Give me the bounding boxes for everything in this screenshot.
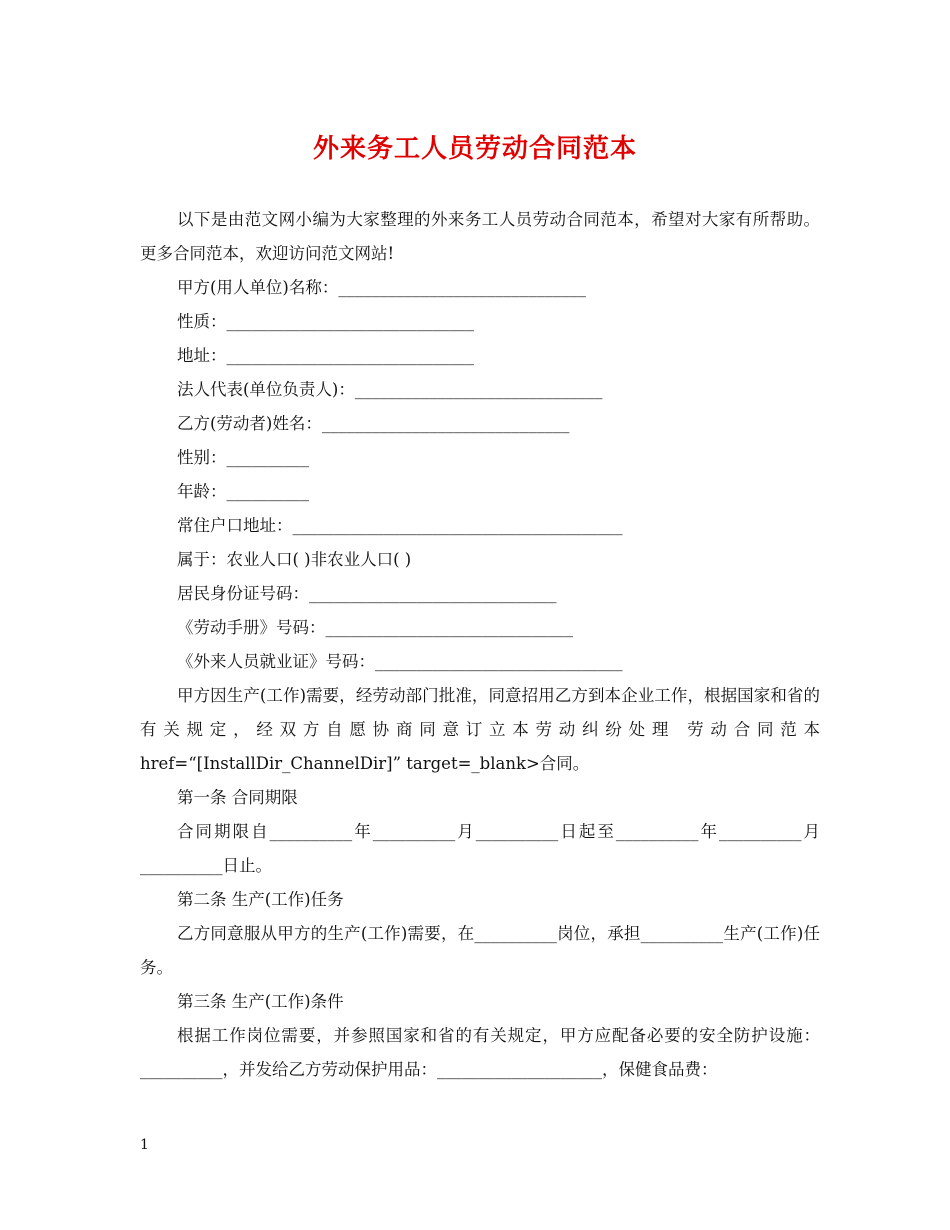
field-label: 常住户口地址： <box>177 516 293 535</box>
field-labor-handbook <box>140 611 820 645</box>
field-label: 居民身份证号码： <box>177 584 309 603</box>
article-2-title: 第二条 生产(工作)任务 <box>177 890 344 909</box>
field-address <box>140 339 820 373</box>
field-label: 年龄： <box>177 482 227 501</box>
field-blank: ________________________________________ <box>292 516 623 535</box>
field-label: 性别： <box>177 448 227 467</box>
field-blank: __________ <box>226 448 309 467</box>
field-label: 法人代表(单位负责人)： <box>177 380 355 399</box>
field-blank: ______________________________ <box>226 312 474 331</box>
article-2-text: 乙方同意服从甲方的生产(工作)需要，在__________岗位，承担__________生产(工作)任务。 <box>140 924 820 977</box>
field-blank: __________ <box>226 482 309 501</box>
field-employment-cert <box>140 645 820 679</box>
field-label: 性质： <box>177 312 227 331</box>
field-blank: ______________________________ <box>354 380 603 399</box>
field-id-number <box>140 577 820 611</box>
agreement-paragraph: 甲方因生产(工作)需要，经劳动部门批准，同意招用乙方到本企业工作，根据国家和省的有关规定，经双方自愿协商同意订立本劳动纠纷处理 劳动合同范本 href=“[InstallDir_ChannelDir]” target=_blank>合同。 <box>140 686 820 773</box>
intro-paragraph: 以下是由范文网小编为大家整理的外来务工人员劳动合同范本，希望对大家有所帮助。更多合同范本，欢迎访问范文网站! <box>140 210 820 263</box>
field-party-b-name <box>140 407 820 441</box>
field-household-type <box>140 543 820 577</box>
field-label: 属于：农业人口( )非农业人口( ) <box>177 550 412 569</box>
document-body <box>140 203 820 1087</box>
field-label: 甲方(用人单位)名称： <box>177 278 339 297</box>
field-age <box>140 475 820 509</box>
field-label: 《劳动手册》号码： <box>177 618 326 637</box>
article-3-title: 第三条 生产(工作)条件 <box>177 992 344 1011</box>
field-blank: ______________________________ <box>338 278 586 297</box>
field-label: 《外来人员就业证》号码： <box>177 652 375 671</box>
field-blank: ______________________________ <box>375 652 623 671</box>
field-blank: ______________________________ <box>309 584 557 603</box>
document-title: 外来务工人员劳动合同范本 <box>312 134 637 164</box>
field-label: 乙方(劳动者)姓名： <box>177 414 322 433</box>
field-blank: ______________________________ <box>321 414 570 433</box>
field-label: 地址： <box>177 346 227 365</box>
field-residence <box>140 509 820 543</box>
article-3-text: 根据工作岗位需要，并参照国家和省的有关规定，甲方应配备必要的安全防护设施：__________，并发给乙方劳动保护用品：____________________，保健食品费： <box>140 1026 820 1079</box>
field-gender <box>140 441 820 475</box>
field-party-a-name <box>140 271 820 305</box>
page-number: 1 <box>140 1137 149 1153</box>
article-1-text: 合同期限自__________年__________月__________日起至__________年__________月__________日止。 <box>140 822 820 875</box>
field-legal-rep <box>140 373 820 407</box>
party-fields <box>140 271 820 679</box>
field-blank: ______________________________ <box>325 618 573 637</box>
field-nature <box>140 305 820 339</box>
article-1-title: 第一条 合同期限 <box>177 788 298 807</box>
field-blank: ______________________________ <box>226 346 474 365</box>
